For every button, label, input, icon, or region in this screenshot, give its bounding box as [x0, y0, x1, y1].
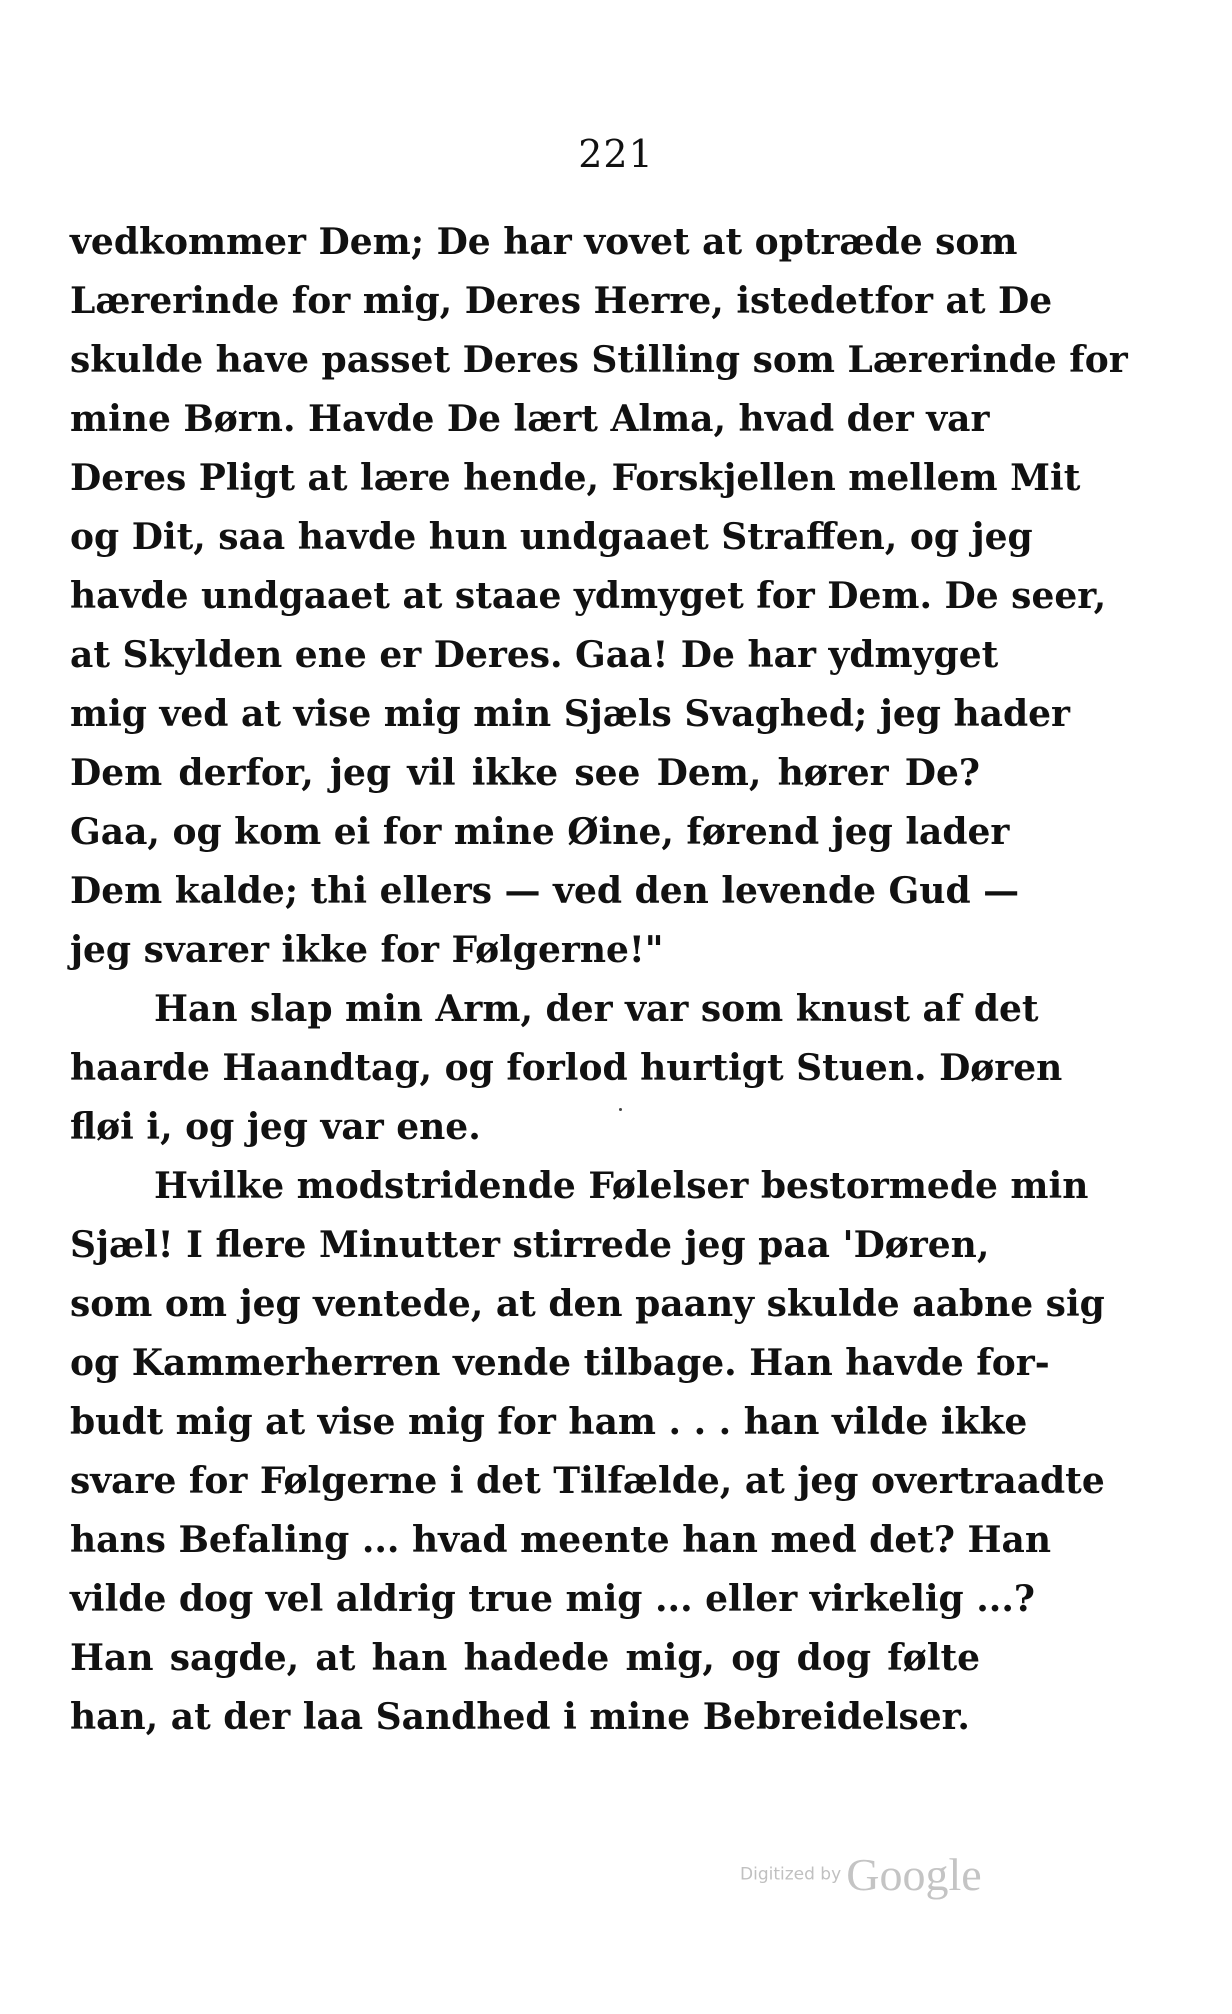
text-line: skulde have passet Deres Stilling som Lærerinde for: [70, 339, 1128, 381]
body-text: [70, 213, 1128, 1747]
text-line: svare for Følgerne i det Tilfælde, at jeg overtraadte: [70, 1460, 1105, 1502]
print-speck: [619, 1108, 622, 1111]
text-line: Lærerinde for mig, Deres Herre, istedetfor at De: [70, 280, 1053, 322]
text-line: mig ved at vise mig min Sjæls Svaghed; jeg hader: [70, 693, 1071, 735]
text-line: budt mig at vise mig for ham . . . han vilde ikke: [70, 1401, 1028, 1443]
text-line: vedkommer Dem; De har vovet at optræde som: [70, 221, 1018, 263]
text-line: hans Befaling ... hvad meente han med det? Han: [70, 1519, 1051, 1561]
text-line: Sjæl! I flere Minutter stirrede jeg paa 'Døren,: [70, 1224, 990, 1266]
text-line: Gaa, og kom ei for mine Øine, førend jeg lader: [70, 811, 1010, 853]
text-line: Han sagde, at han hadede mig, og dog følte: [70, 1637, 980, 1679]
text-line: Dem derfor, jeg vil ikke see Dem, hører De?: [70, 752, 980, 794]
google-logo: Google: [846, 1849, 982, 1900]
text-line: og Kammerherren vende tilbage. Han havde for-: [70, 1342, 1050, 1384]
text-line: og Dit, saa havde hun undgaaet Straffen, og jeg: [70, 516, 1033, 558]
text-line: han, at der laa Sandhed i mine Bebreidelser.: [70, 1696, 970, 1738]
text-line: Han slap min Arm, der var som knust af det: [154, 988, 1039, 1030]
text-line: haarde Haandtag, og forlod hurtigt Stuen. Døren: [70, 1047, 1063, 1089]
digitized-by-label: Digitized by: [740, 1864, 842, 1885]
text-line: Dem kalde; thi ellers — ved den levende Gud —: [70, 870, 1020, 912]
text-line: som om jeg ventede, at den paany skulde aabne sig: [70, 1283, 1105, 1325]
text-line: fløi i, og jeg var ene.: [70, 1106, 481, 1148]
text-line: Deres Pligt at lære hende, Forskjellen mellem Mit: [70, 457, 1081, 499]
text-line: at Skylden ene er Deres. Gaa! De har ydmyget: [70, 634, 999, 676]
digitized-watermark: [740, 1848, 1010, 1908]
text-line: Hvilke modstridende Følelser bestormede min: [154, 1165, 1089, 1207]
text-line: vilde dog vel aldrig true mig ... eller virkelig ...?: [70, 1578, 1035, 1620]
text-line: havde undgaaet at staae ydmyget for Dem. De seer,: [70, 575, 1107, 617]
text-line: jeg svarer ikke for Følgerne!": [70, 929, 664, 971]
page-number: 221: [578, 132, 654, 176]
text-line: mine Børn. Havde De lært Alma, hvad der var: [70, 398, 990, 440]
